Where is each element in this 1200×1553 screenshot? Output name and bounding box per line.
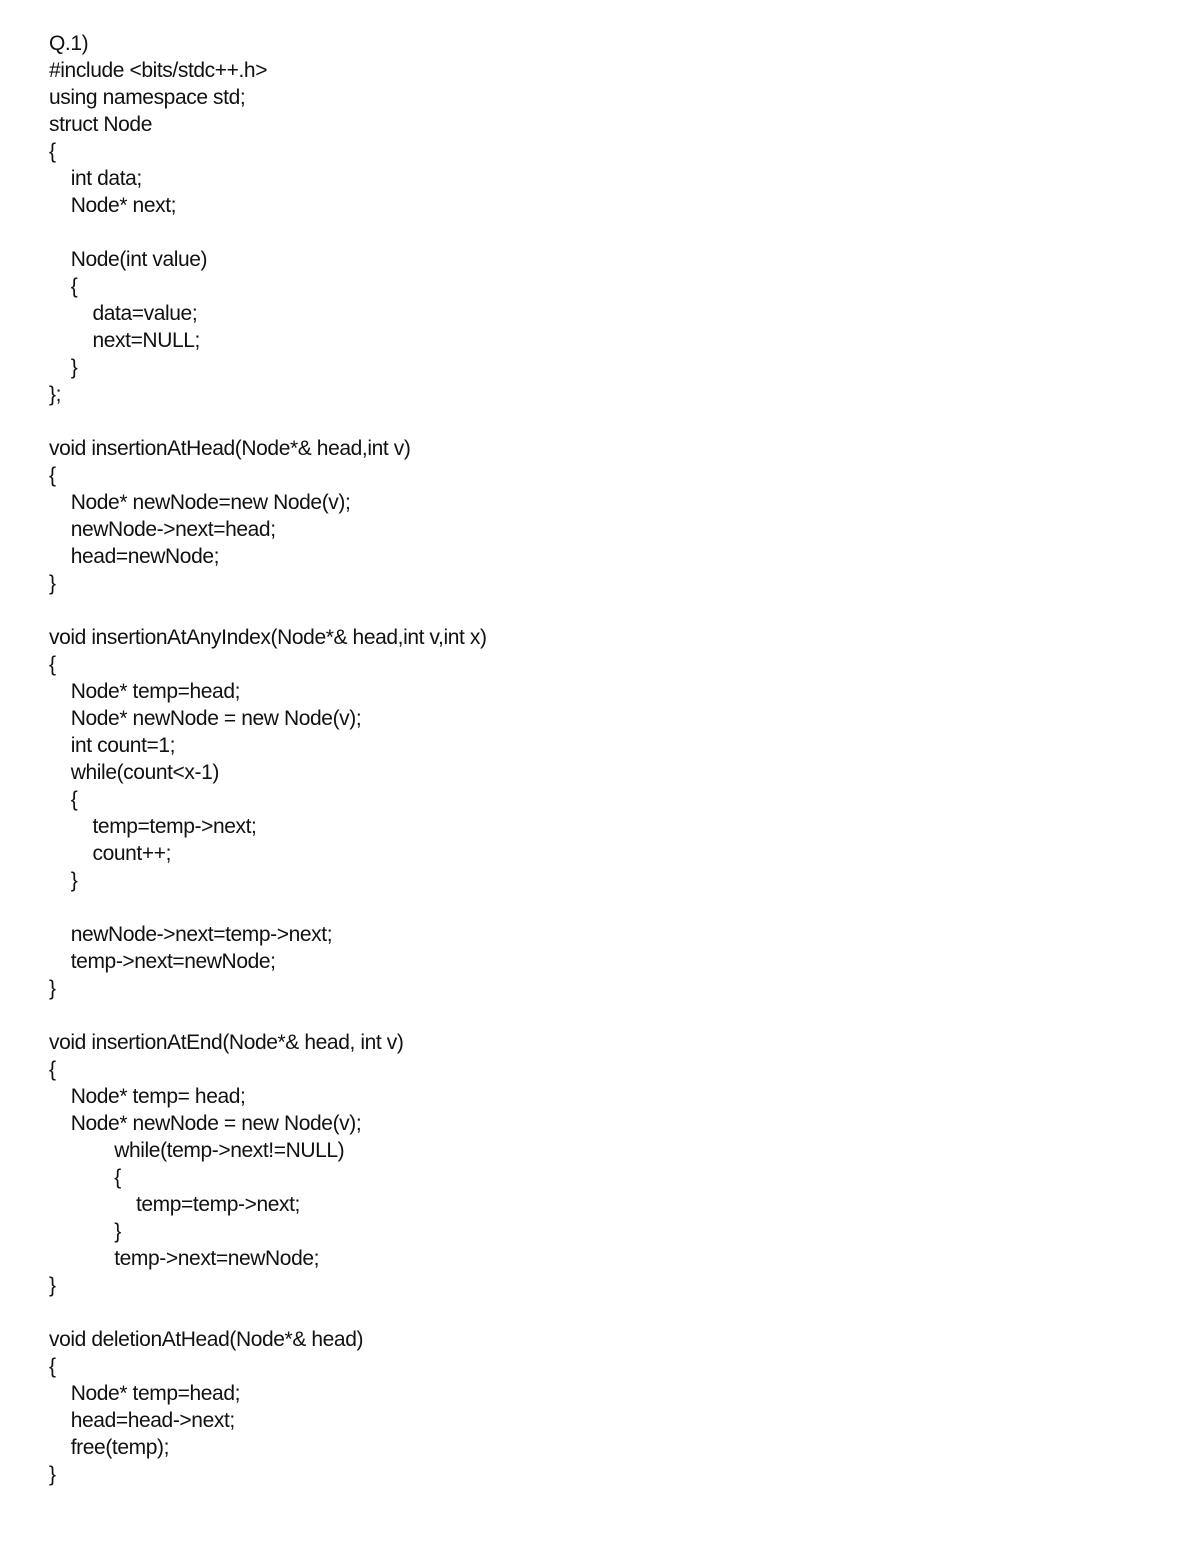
code-listing: [49, 30, 1149, 1488]
code-line: }: [49, 1220, 121, 1243]
code-line: newNode->next=temp->next;: [49, 923, 333, 946]
code-line: free(temp);: [49, 1436, 170, 1459]
code-line: Node* newNode=new Node(v);: [49, 491, 351, 514]
code-line: void insertionAtAnyIndex(Node*& head,int v,int x): [49, 626, 487, 649]
code-line: }: [49, 977, 56, 1000]
code-line: struct Node: [49, 113, 152, 136]
code-line: {: [49, 464, 56, 487]
code-line: #include <bits/stdc++.h>: [49, 59, 268, 82]
code-line: }: [49, 869, 78, 892]
code-line: [49, 1299, 1149, 1326]
code-line: }: [49, 1463, 56, 1486]
code-line: temp=temp->next;: [49, 815, 257, 838]
code-line: };: [49, 383, 62, 406]
code-line: void insertionAtEnd(Node*& head, int v): [49, 1031, 404, 1054]
code-line: count++;: [49, 842, 172, 865]
code-line: {: [49, 275, 78, 298]
code-line: {: [49, 1058, 56, 1081]
code-line: }: [49, 356, 78, 379]
code-line: {: [49, 1166, 121, 1189]
code-line: next=NULL;: [49, 329, 200, 352]
code-line: [49, 219, 1149, 246]
code-line: [49, 597, 1149, 624]
code-line: Node* newNode = new Node(v);: [49, 1112, 362, 1135]
code-line: [49, 1002, 1149, 1029]
code-line: newNode->next=head;: [49, 518, 276, 541]
code-line: }: [49, 572, 56, 595]
code-line: {: [49, 653, 56, 676]
code-line: Node* temp=head;: [49, 1382, 241, 1405]
code-line: {: [49, 1355, 56, 1378]
code-line: Node* newNode = new Node(v);: [49, 707, 362, 730]
code-line: Q.1): [49, 32, 89, 55]
code-line: [49, 894, 1149, 921]
code-line: using namespace std;: [49, 86, 246, 109]
code-line: void deletionAtHead(Node*& head): [49, 1328, 364, 1351]
code-line: int data;: [49, 167, 142, 190]
code-line: Node* temp=head;: [49, 680, 241, 703]
code-line: int count=1;: [49, 734, 176, 757]
code-line: head=head->next;: [49, 1409, 235, 1432]
code-line: }: [49, 1274, 56, 1297]
code-line: void insertionAtHead(Node*& head,int v): [49, 437, 411, 460]
code-line: temp->next=newNode;: [49, 950, 276, 973]
code-line: {: [49, 140, 56, 163]
code-line: Node* temp= head;: [49, 1085, 246, 1108]
code-line: temp=temp->next;: [49, 1193, 300, 1216]
code-line: while(temp->next!=NULL): [49, 1139, 345, 1162]
code-line: head=newNode;: [49, 545, 220, 568]
code-line: Node(int value): [49, 248, 208, 271]
code-line: while(count<x-1): [49, 761, 219, 784]
code-line: {: [49, 788, 78, 811]
code-line: temp->next=newNode;: [49, 1247, 320, 1270]
code-line: data=value;: [49, 302, 198, 325]
code-line: Node* next;: [49, 194, 177, 217]
code-line: [49, 408, 1149, 435]
